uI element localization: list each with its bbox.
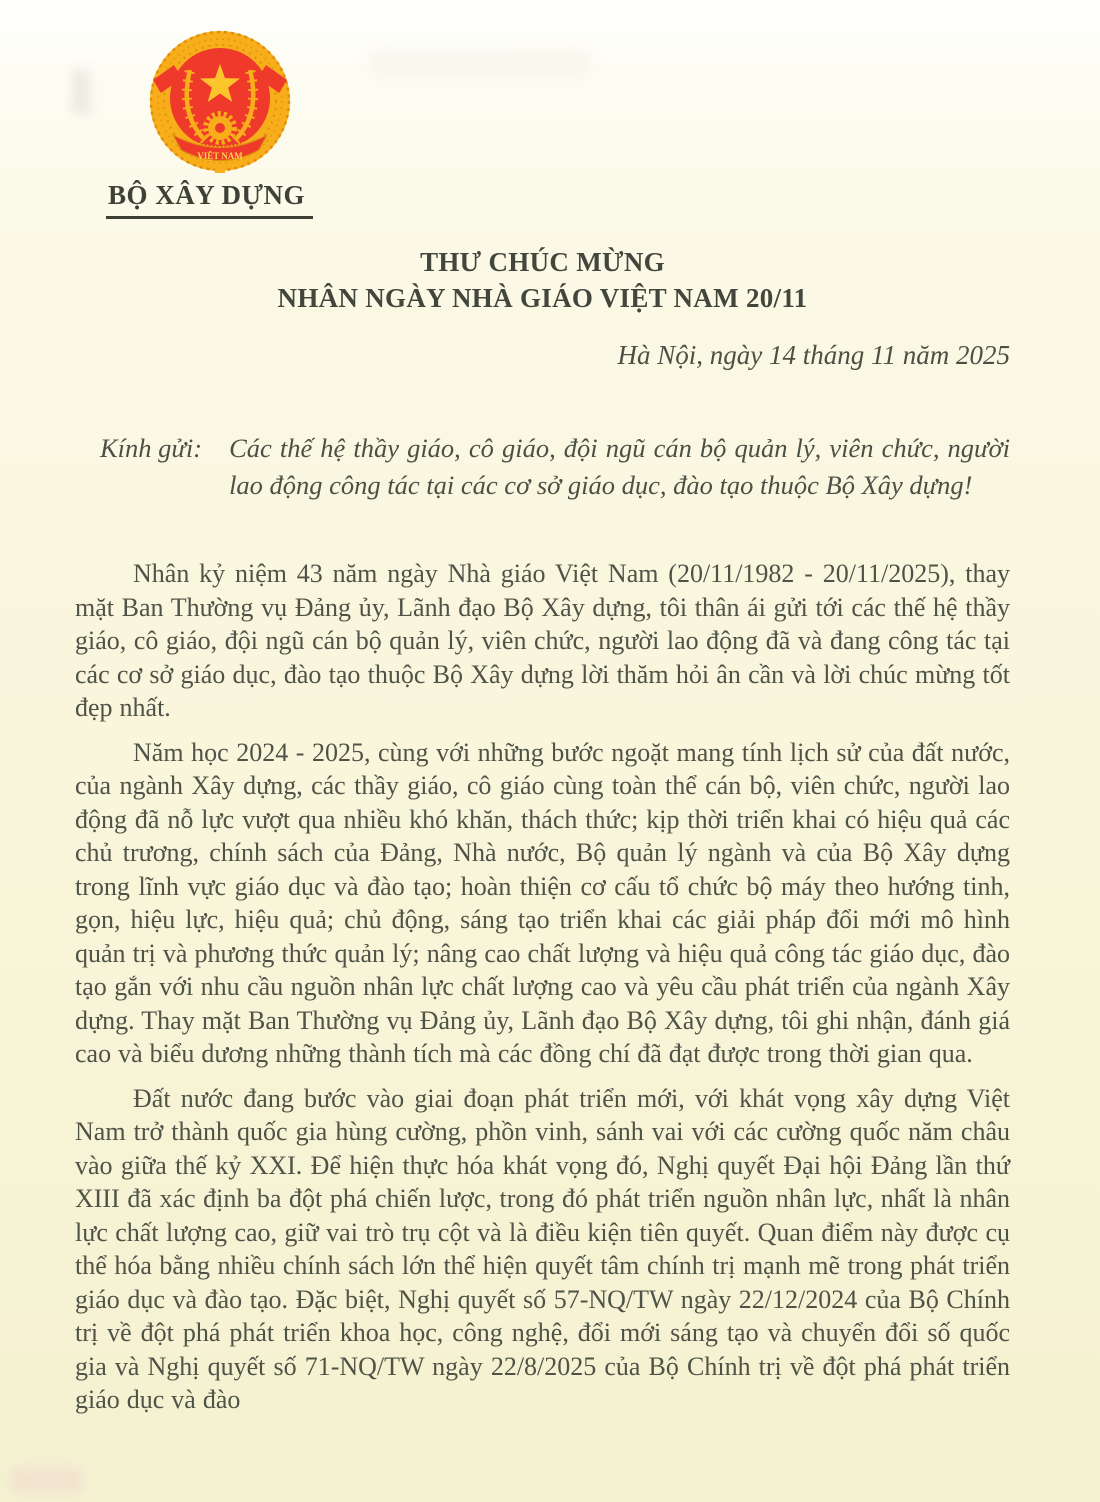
ministry-name: BỘ XÂY DỰNG [106,180,313,219]
paragraph-1: Nhân kỷ niệm 43 năm ngày Nhà giáo Việt Nam (20/11/1982 - 20/11/2025), thay mặt Ban Thường vụ Đảng ủy, Lãnh đạo Bộ Xây dựng, tôi thân ái gửi tới các thế hệ thầy giáo, cô giáo, đội ngũ cán bộ quản lý, viên chức, người lao động đã và đang công tác tại các cơ sở giáo dục, đào tạo thuộc Bộ Xây dựng lời thăm hỏi ân cần và lời chúc mừng tốt đẹp nhất. [75,559,1010,722]
emblem-banner-text: VIỆT NAM [197,151,243,161]
letter-title [75,244,1010,316]
letter-body [75,557,1010,1417]
paragraph-2: Năm học 2024 - 2025, cùng với những bước ngoặt mang tính lịch sử của đất nước, của ngành Xây dựng, các thầy giáo, cô giáo cùng toàn thể cán bộ, viên chức, người lao động đã nỗ lực vượt qua nhiều khó khăn, thách thức; kịp thời triển khai có hiệu quả các chủ trương, chính sách của Đảng, Nhà nước, Bộ quản lý ngành và của Bộ Xây dựng trong lĩnh vực giáo dục và đào tạo; hoàn thiện cơ cấu tổ chức bộ máy theo hướng tinh, gọn, hiệu lực, hiệu quả; chủ động, sáng tạo triển khai các giải pháp đổi mới mô hình quản trị và phương thức quản lý; nâng cao chất lượng và hiệu quả công tác giáo dục, đào tạo gắn với nhu cầu nguồn nhân lực chất lượng cao và yêu cầu phát triển của ngành Xây dựng. Thay mặt Ban Thường vụ Đảng ủy, Lãnh đạo Bộ Xây dựng, tôi ghi nhận, đánh giá cao và biểu dương những thành tích mà các đồng chí đã đạt được trong thời gian qua. [75,737,1010,1068]
paragraph-3: Đất nước đang bước vào giai đoạn phát triển mới, với khát vọng xây dựng Việt Nam trở thành quốc gia hùng cường, phồn vinh, sánh vai với các cường quốc năm châu vào giữa thế kỷ XXI. Để hiện thực hóa khát vọng đó, Nghị quyết Đại hội Đảng lần thứ XIII đã xác định ba đột phá chiến lược, trong đó phát triển nguồn nhân lực, nhất là nhân lực chất lượng cao, giữ vai trò trụ cột và là điều kiện tiên quyết. Quan điểm này được cụ thể hóa bằng nhiều chính sách lớn thể hiện quyết tâm chính trị mạnh mẽ trong phát triển giáo dục và đào tạo. Đặc biệt, Nghị quyết số 57-NQ/TW ngày 22/12/2024 của Bộ Chính trị về đột phá phát triển khoa học, công nghệ, đổi mới sáng tạo và chuyển đổi số quốc gia và Nghị quyết số 71-NQ/TW ngày 22/8/2025 của Bộ Chính trị về đột phá phát triển giáo dục và đào [75,1083,1010,1414]
letter-title-line1: THƯ CHÚC MỪNG [420,247,665,277]
letter-title-line2: NHÂN NGÀY NHÀ GIÁO VIỆT NAM 20/11 [277,283,808,313]
dateline: Hà Nội, ngày 14 tháng 11 năm 2025 [617,340,1010,370]
vietnam-national-emblem-icon [145,28,295,180]
salutation-text: Các thế hệ thầy giáo, cô giáo, đội ngũ cán bộ quản lý, viên chức, người lao động công tác tại các cơ sở giáo dục, đào tạo thuộc Bộ Xây dựng! [229,433,1010,500]
scan-artifact [12,1468,82,1492]
salutation-label: Kính gửi: [100,433,203,463]
salutation [100,430,1010,504]
